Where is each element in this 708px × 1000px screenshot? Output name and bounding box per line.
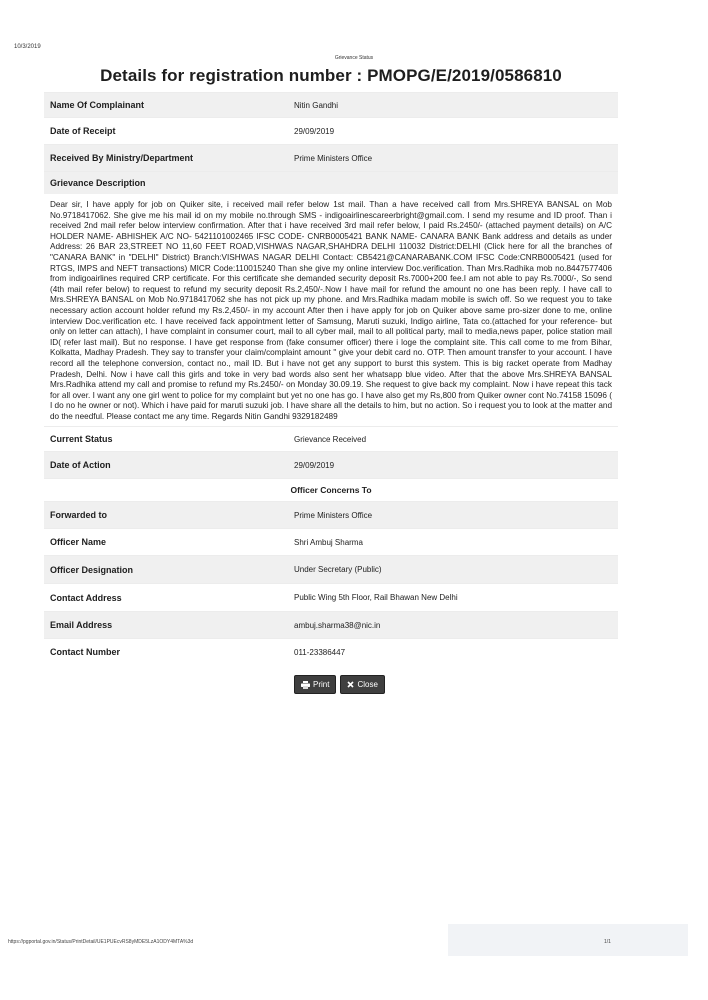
detail-value: Under Secretary (Public) [294,565,382,575]
detail-label: Current Status [50,434,113,445]
detail-value: Prime Ministers Office [294,510,373,520]
detail-label: Contact Address [50,592,122,603]
officer-row-email [44,611,618,638]
detail-value: Prime Ministers Office [294,153,373,163]
grievance-description-header [44,171,618,194]
detail-label: Grievance Description [50,178,146,188]
detail-value: 29/09/2019 [294,126,335,136]
detail-value: Grievance Received [294,434,367,444]
page-title: Details for registration number : PMOPG/E/2019/0586810 [100,66,562,85]
detail-label: Officer Designation [50,564,134,575]
detail-label: Name Of Complainant [50,100,145,110]
officer-row-designation [44,555,618,583]
detail-value: Shri Ambuj Sharma [294,537,363,547]
scanner-watermark [448,920,688,960]
print-title: Grievance Status [334,55,374,61]
detail-value: ambuj.sharma38@nic.in [294,620,381,630]
officer-row-name [44,528,618,555]
grievance-details [44,64,618,694]
close-button[interactable] [340,675,384,694]
print-button[interactable] [294,675,336,694]
detail-value: Nitin Gandhi [294,100,339,110]
print-date: 10/3/2019 [14,44,41,50]
status-row-current [44,426,618,451]
detail-label: Date of Receipt [50,126,116,136]
detail-label: Contact Number [50,647,121,658]
officer-row-contact-number [44,638,618,665]
detail-row-received-by [44,144,618,171]
detail-row-complainant [44,92,618,117]
close-button-label: Close [357,680,378,690]
officer-row-forwarded-to [44,501,618,528]
officer-row-address [44,583,618,611]
detail-label: Officer Name [50,537,107,548]
print-button-label: Print [313,680,330,690]
detail-value: 011-23386447 [294,647,346,657]
detail-value: 29/09/2019 [294,460,335,470]
detail-value: Public Wing 5th Floor, Rail Bhawan New Delhi [294,593,458,603]
officer-section-title: Officer Concerns To [44,478,618,501]
detail-row-receipt-date [44,117,618,144]
grievance-description-text: Dear sir, I have apply for job on Quiker site, i received mail refer below 1st mail. Than a have received call from Mrs.SHREYA BANSAL on Mob No.9718417062. She give me his mail id on my mobile no.through SMS - indigoairlinescareerbright@gmail.com. I send my resume and ID proof. Than i received 2nd mail refer below interview confirmation. After that i have received 3rd mail refer below, I paid Rs.2450/- (attached payment details) on A/C HOLDER NAME- ABHISHEK A/C NO- 5421101002465 IFSC CODE- CNRB0005421 BANK NAME- CANARA BANK Bank address and details as under Address: 26 BAR 23,STREET NO 11,60 FEET ROAD,VISHWAS NAGAR,SHAHDRA DELHI 110032 District:DELHI (Click here for all the branches of "CANARA BANK" in "DELHI" District) Branch:VISHWAS NAGAR DELHI Contact: CB5421@CANARABANK.COM IFSC Code:CNRB0005421 (used for RTGS, IMPS and NEFT transactions) MICR Code:110015240 Than she give my online interview Doc.verification. Than Mrs.Radhika mob no.8447577406 from indigoairlines required CRP certificate. For this certificate she demanded security deposit Rs.7000+200 fee.I am not able to pay Rs.7000/-, So send (4th mail refer below) to request to refund my security deposit Rs.2,450/-.Now I have mail for refund the amount no one has been reply. I have call to Mrs.SHREYA BANSAL on Mob No.9718417062 she has not pick up my phone. and Mrs.Radhika madam mobile is swich off. So we request you to take necessary action account holder refund my Rs.2,450/- in my account After then i have apply for job on Quiker above same pro-sizer done to me, online interview Doc.verification etc. I have received fack appointment letter of Samsung, Maruti suzuki, Indigo airline, Tata co.(attached for your reference- but only on letter can attach), I have complaint in consumer court, mail to all cyber mail, mail to all political party, mail to media,news paper, police station mail ID( refer last mail). But no response. I have get response from (fake consumer officer) there i loge the complaint site. This call come to me from Bihar, Kolkatta, Madhay Pradesh. They say to transfer your claim/complaint amount " give your debit card no. OTP. Then amount transfer to your account. I have record all the telephone conversion, contact no., mail ID. But i have not get any support to burst this system. This is big racket operate from Madhay Pradesh, Delhi. Now i have call this girls and toke in very bad words also sent her whatsapp blue video. After that the above Mrs.SHREYA BANSAL Mrs.Radhika attend my call and promise to refund my Rs.2450/- on Monday 30.09.19. She request to give back my complaint. Now i have repeat this tack for all over. I want any one girl went to police for my complaint but yet no one has go. I have also get my Rs,800 from Quiker owner cont No.74158 15096 ( I do no he owner or not). Which i have paid for maruti suzuki job. I have share all the details to him, but no action. So i request you to look at the matter and do the needful. Please contact me any time. Regards Nitin Gandhi 9329182489 [50,200,612,421]
close-icon [347,681,354,688]
status-row-date-of-action [44,451,618,478]
detail-label: Date of Action [50,460,111,471]
detail-label: Email Address [50,620,113,631]
printer-icon [301,681,310,689]
footer-url: https://pgportal.gov.in/Status/PrintDetail/UE1PUEcvRS8yMDE5LzA1ODY4MTA%3d [8,939,194,945]
page-number: 1/1 [604,939,611,945]
action-buttons [44,665,618,694]
detail-label: Received By Ministry/Department [50,153,194,163]
detail-label: Forwarded to [50,510,108,521]
